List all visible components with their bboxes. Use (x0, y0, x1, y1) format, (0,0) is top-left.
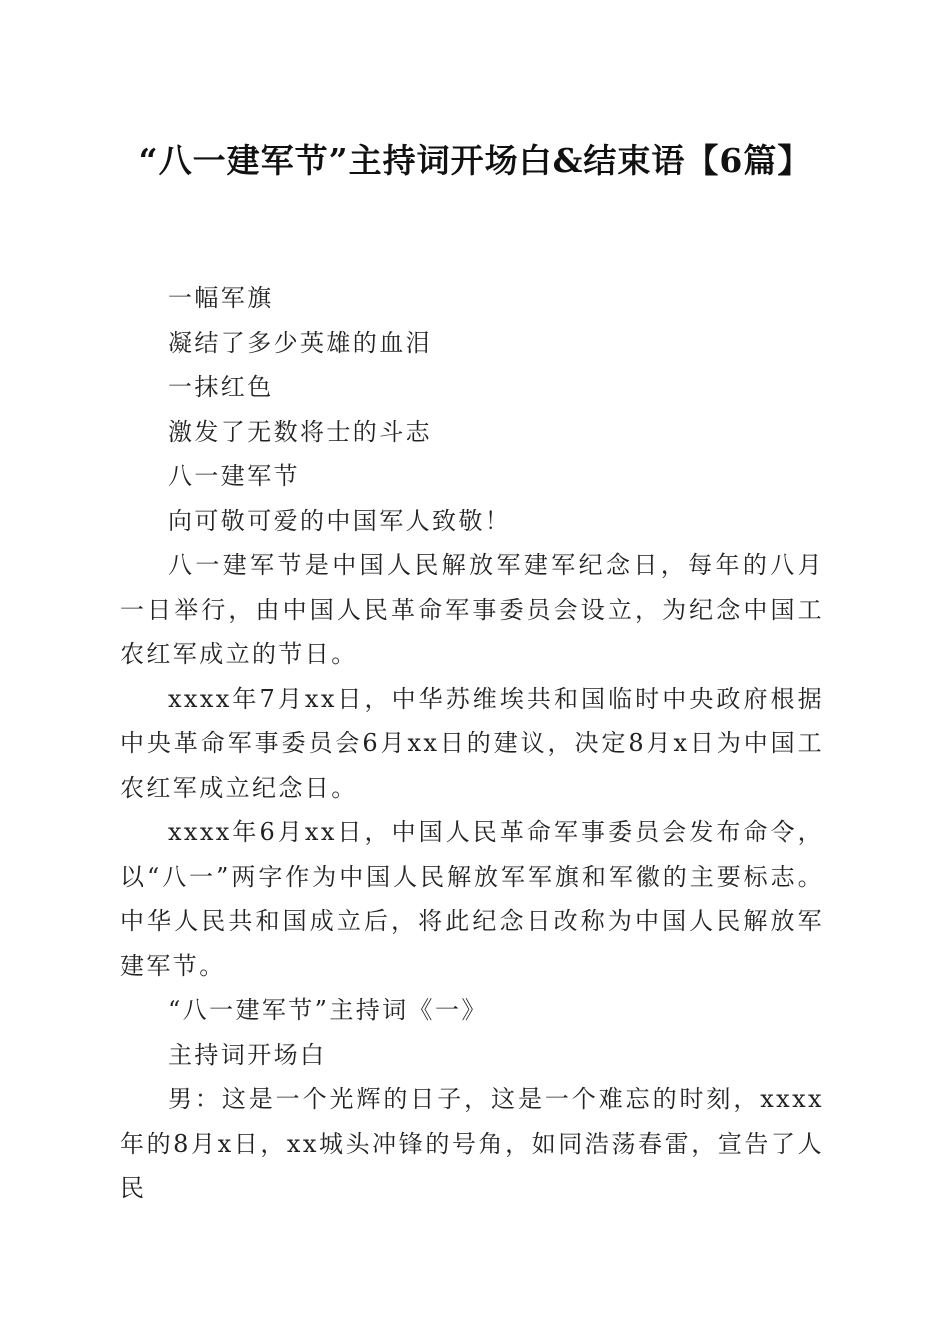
paragraph: 凝结了多少英雄的血泪 (168, 328, 432, 357)
section-heading: “八一建军节”主持词《一》 (168, 996, 488, 1024)
paragraph: 八一建军节 (168, 462, 300, 490)
subsection-heading: 主持词开场白 (168, 1040, 327, 1069)
document-body (120, 276, 824, 1211)
paragraph: xxxx年6月xx日，中国人民革命军事委员会发布命令，以“八一”两字作为中国人民解放军军旗和军徽的主要标志。中华人民共和国成立后，将此纪念日改称为中国人民解放军建军节。 (120, 818, 824, 980)
paragraph: 一幅军旗 (168, 284, 274, 312)
paragraph: 向可敬可爱的中国军人致敬！ (168, 506, 512, 535)
paragraph: 八一建军节是中国人民解放军建军纪念日，每年的八月一日举行，由中国人民革命军事委员会设立，为纪念中国工农红军成立的节日。 (120, 551, 824, 668)
paragraph: 一抹红色 (168, 373, 274, 401)
paragraph: xxxx年7月xx日，中华苏维埃共和国临时中央政府根据中央革命军事委员会6月xx日的建议，决定8月x日为中国工农红军成立纪念日。 (120, 684, 824, 802)
paragraph: 男：这是一个光辉的日子，这是一个难忘的时刻，xxxx年的8月x日，xx城头冲锋的号角，如同浩荡春雷，宣告了人民 (120, 1085, 824, 1202)
paragraph: 激发了无数将士的斗志 (168, 417, 432, 446)
document-title: “八一建军节”主持词开场白&结束语【6篇】 (138, 141, 812, 180)
